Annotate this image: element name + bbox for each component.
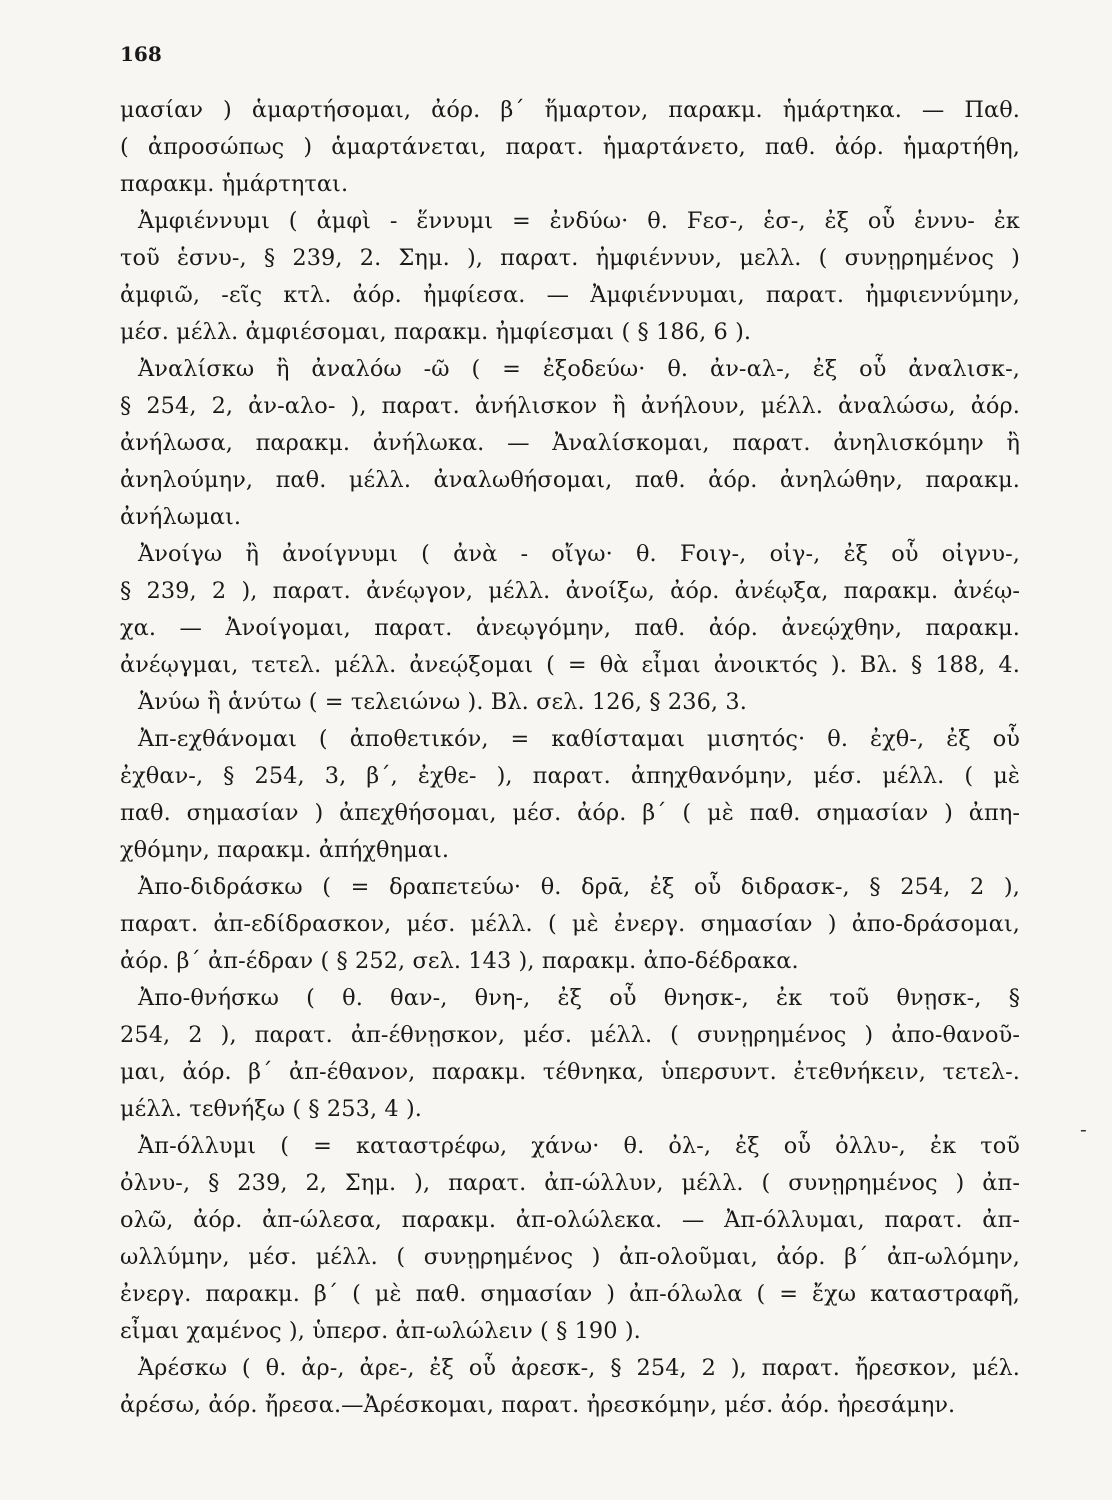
text-line: Ἀναλίσκω ἢ ἀναλόω -ῶ ( = ἐξοδεύω· θ. ἀν-αλ-, ἐξ οὗ ἀναλισκ-, bbox=[138, 356, 1020, 382]
text-line: ἀνηλούμην, παθ. μέλλ. ἀναλωθήσομαι, παθ. ἀόρ. ἀνηλώθην, παρακμ. bbox=[120, 467, 1020, 493]
text-line: μέσ. μέλλ. ἀμφιέσομαι, παρακμ. ἠμφίεσμαι ( § 186, 6 ). bbox=[120, 319, 752, 345]
text-line: Ἀρέσκω ( θ. ἀρ-, ἀρε-, ἐξ οὗ ἀρεσκ-, § 254, 2 ), παρατ. ἤρεσκον, μέλ. bbox=[138, 1355, 1020, 1381]
text-line: μαι, ἀόρ. β΄ ἀπ-έθανον, παρακμ. τέθνηκα, ὑπερσυντ. ἐτεθνήκειν, τετελ-. bbox=[120, 1059, 1020, 1085]
text-line: ἀμφιῶ, -εῖς κτλ. ἀόρ. ἠμφίεσα. — Ἀμφιέννυμαι, παρατ. ἠμφιεννύμην, bbox=[120, 282, 1020, 308]
text-line: Ἁνύω ἢ ἁνύτω ( = τελειώνω ). Βλ. σελ. 126, § 236, 3. bbox=[138, 689, 747, 715]
text-line: Ἀνοίγω ἢ ἀνοίγνυμι ( ἀνὰ - οἴγω· θ. Ϝοιγ-, οἰγ-, ἐξ οὗ οἰγνυ-, bbox=[138, 541, 1020, 567]
text-line: ( ἀπροσώπως ) ἁμαρτάνεται, παρατ. ἡμαρτάνετο, παθ. ἀόρ. ἡμαρτήθη, bbox=[120, 134, 1020, 160]
text-line: μασίαν ) ἁμαρτήσομαι, ἀόρ. β΄ ἥμαρτον, παρακμ. ἡμάρτηκα. — Παθ. bbox=[120, 97, 1020, 123]
text-line: Ἀμφιέννυμι ( ἀμφὶ - ἕννυμι = ἐνδύω· θ. Ϝεσ-, ἑσ-, ἐξ οὗ ἑννυ- ἐκ bbox=[138, 208, 1020, 234]
text-line: χθόμην, παρακμ. ἀπήχθημαι. bbox=[120, 837, 450, 863]
page-number: 168 bbox=[120, 42, 162, 66]
text-line: ἀνήλωμαι. bbox=[120, 504, 242, 530]
text-line: μέλλ. τεθνήξω ( § 253, 4 ). bbox=[120, 1096, 423, 1122]
text-line: εἶμαι χαμένος ), ὑπερσ. ἀπ-ωλώλειν ( § 190 ). bbox=[120, 1318, 641, 1344]
text-line: ἐνεργ. παρακμ. β΄ ( μὲ παθ. σημασίαν ) ἀπ-όλωλα ( = ἔχω καταστραφῆ, bbox=[120, 1281, 1020, 1307]
text-line: ἀνήλωσα, παρακμ. ἀνήλωκα. — Ἀναλίσκομαι, παρατ. ἀνηλισκόμην ἢ bbox=[120, 430, 1020, 456]
margin-mark: - bbox=[1080, 1117, 1087, 1141]
text-line: Ἀπ-όλλυμι ( = καταστρέφω, χάνω· θ. ὀλ-, ἐξ οὗ ὀλλυ-, ἐκ τοῦ bbox=[138, 1133, 1020, 1159]
text-line: Ἀπο-διδράσκω ( = δραπετεύω· θ. δρᾱ, ἐξ οὗ διδρασκ-, § 254, 2 ), bbox=[138, 874, 1020, 900]
text-line: ολῶ, ἀόρ. ἀπ-ώλεσα, παρακμ. ἀπ-ολώλεκα. — Ἀπ-όλλυμαι, παρατ. ἀπ- bbox=[120, 1207, 1020, 1233]
text-line: ἀνέῳγμαι, τετελ. μέλλ. ἀνεῴξομαι ( = θὰ εἶμαι ἀνοικτός ). Βλ. § 188, 4. bbox=[120, 652, 1020, 678]
text-line: Ἀπ-εχθάνομαι ( ἀποθετικόν, = καθίσταμαι μισητός· θ. ἐχθ-, ἐξ οὗ bbox=[138, 726, 1020, 752]
text-body bbox=[120, 92, 1020, 1424]
text-line: ωλλύμην, μέσ. μέλλ. ( συνῃρημένος ) ἀπ-ολοῦμαι, ἀόρ. β΄ ἀπ-ωλόμην, bbox=[120, 1244, 1020, 1270]
text-line: παρακμ. ἡμάρτηται. bbox=[120, 171, 349, 197]
text-line: παρατ. ἀπ-εδίδρασκον, μέσ. μέλλ. ( μὲ ἐνεργ. σημασίαν ) ἀπο-δράσομαι, bbox=[120, 911, 1020, 937]
text-line: 254, 2 ), παρατ. ἀπ-έθνῃσκον, μέσ. μέλλ. ( συνῃρημένος ) ἀπο-θανοῦ- bbox=[120, 1022, 1020, 1048]
text-line: ἀόρ. β΄ ἀπ-έδραν ( § 252, σελ. 143 ), παρακμ. ἀπο-δέδρακα. bbox=[120, 948, 799, 974]
text-line: Ἀπο-θνήσκω ( θ. θαν-, θνη-, ἐξ οὗ θνησκ-, ἐκ τοῦ θνῃσκ-, § bbox=[138, 985, 1020, 1011]
text-line: ὀλνυ-, § 239, 2, Σημ. ), παρατ. ἀπ-ώλλυν, μέλλ. ( συνῃρημένος ) ἀπ- bbox=[120, 1170, 1020, 1196]
text-line: παθ. σημασίαν ) ἀπεχθήσομαι, μέσ. ἀόρ. β΄ ( μὲ παθ. σημασίαν ) ἀπη- bbox=[120, 800, 1020, 826]
text-line: τοῦ ἑσνυ-, § 239, 2. Σημ. ), παρατ. ἠμφιέννυν, μελλ. ( συνῃρημένος ) bbox=[120, 245, 1020, 271]
text-line: ἀρέσω, ἀόρ. ἤρεσα.—Ἀρέσκομαι, παρατ. ἠρεσκόμην, μέσ. ἀόρ. ἠρεσάμην. bbox=[120, 1392, 956, 1418]
text-line: § 239, 2 ), παρατ. ἀνέῳγον, μέλλ. ἀνοίξω, ἀόρ. ἀνέῳξα, παρακμ. ἀνέῳ- bbox=[120, 578, 1020, 604]
text-line: ἐχθαν-, § 254, 3, β΄, ἐχθε- ), παρατ. ἀπηχθανόμην, μέσ. μέλλ. ( μὲ bbox=[120, 763, 1020, 789]
text-line: χα. — Ἀνοίγομαι, παρατ. ἀνεῳγόμην, παθ. ἀόρ. ἀνεῴχθην, παρακμ. bbox=[120, 615, 1020, 641]
text-line: § 254, 2, ἀν-αλο- ), παρατ. ἀνήλισκον ἢ ἀνήλουν, μέλλ. ἀναλώσω, ἀόρ. bbox=[120, 393, 1020, 419]
